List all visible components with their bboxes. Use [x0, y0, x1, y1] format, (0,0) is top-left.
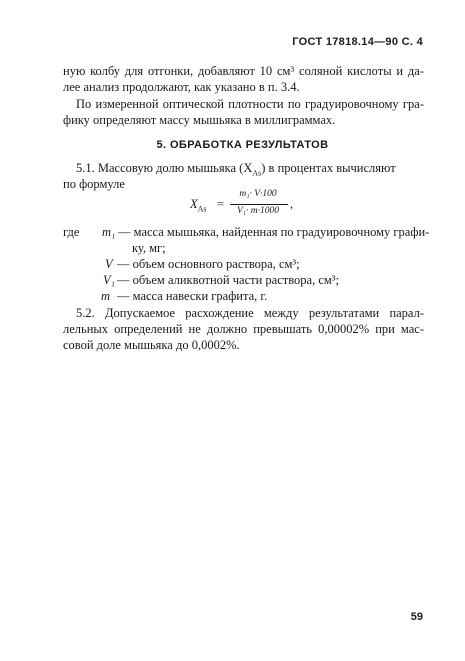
page-number: 59 [410, 611, 423, 623]
legend-text: — объем основного раствора, см³; [117, 257, 300, 271]
paragraph-line: фику определяют массу мышьяка в миллиграммах. [63, 113, 336, 127]
legend-symbol: m₁ [102, 225, 116, 239]
paragraph-line: По измеренной оптической плотности по градуировочному гра- [76, 97, 424, 111]
fraction-bar [230, 204, 288, 205]
formula-denominator: V₁· m·1000 [236, 206, 280, 216]
item-text: 5.1. Массовую долю мышьяка (X [76, 161, 253, 175]
item-text: ) в процентах вычисляют [261, 161, 396, 175]
document-code: ГОСТ 17818.14—90 С. 4 [292, 36, 423, 48]
legend-text: — объем аликвотной части раствора, см³; [117, 273, 340, 287]
item-5-1-line1 [76, 160, 424, 182]
paragraph-line: 5.2. Допускаемое расхождение между результатами парал- [76, 306, 424, 320]
paragraph-line: лельных определений не должно превышать 0,00002% при мас- [63, 322, 424, 336]
subscript: As [252, 168, 262, 178]
paragraph-line: совой доле мышьяка до 0,0002%. [63, 338, 240, 352]
paragraph-line: ную колбу для отгонки, добавляют 10 см³ соляной кислоты и да- [63, 64, 424, 78]
legend-symbol: V₁ [103, 273, 115, 287]
formula-equals: = [217, 197, 225, 211]
legend-text: ку, мг; [132, 241, 166, 255]
legend-symbol: V [105, 257, 113, 271]
formula-comma: , [290, 197, 294, 211]
paragraph-line: лее анализ продолжают, как указано в п. 3.4. [63, 80, 300, 94]
legend-text: — масса навески графита, г. [117, 289, 268, 303]
legend-intro: где [63, 225, 80, 239]
legend-symbol: m [101, 289, 111, 303]
section-title: 5. ОБРАБОТКА РЕЗУЛЬТАТОВ [156, 139, 329, 151]
legend-text: — масса мышьяка, найденная по градуировочному графи- [118, 225, 430, 239]
formula-numerator: m₁· V·100 [239, 189, 277, 199]
formula-lhs: $X_{As}$ [190, 197, 207, 214]
paragraph-line: по формуле [63, 177, 125, 191]
formula [190, 189, 330, 221]
